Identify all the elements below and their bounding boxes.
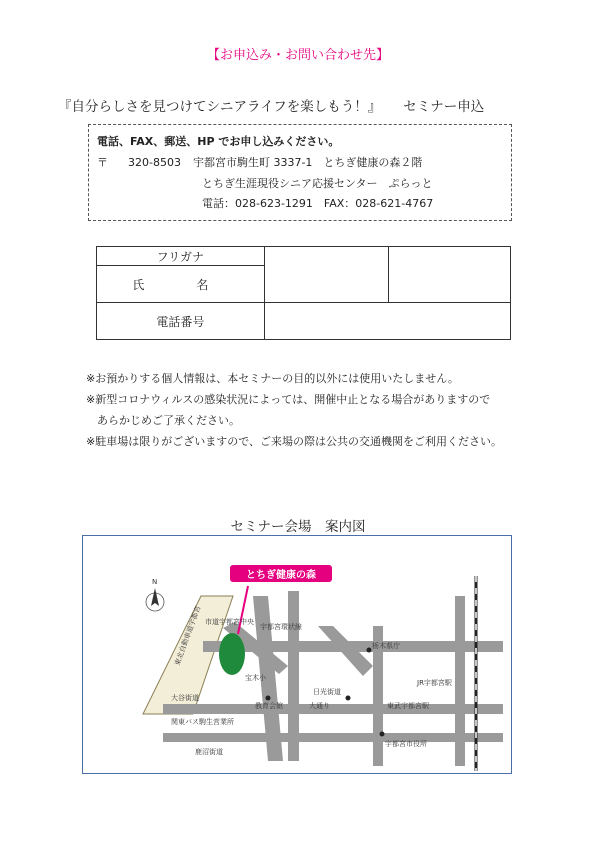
- postal-mark: 〒: [97, 156, 108, 169]
- name-label: 氏 名: [97, 266, 265, 303]
- name-field[interactable]: [264, 247, 389, 303]
- organization-name: とちぎ生涯現役シニア応援センター ぷらっと: [202, 177, 433, 190]
- north-label: N: [152, 578, 158, 586]
- phone-field[interactable]: [264, 303, 510, 340]
- address-line: [97, 154, 422, 170]
- label-kanto-bus: 関東バス駒生営業所: [171, 718, 234, 726]
- label-city-hall: 宇都宮市役所: [385, 740, 427, 748]
- phone-fax: 電話：028-623-1291 FAX：028-621-4767: [202, 197, 434, 210]
- label-odori: 大通り: [309, 702, 330, 710]
- highway-label: 東北自動車道宇都宮: [173, 604, 203, 667]
- phone-label: 電話番号: [97, 303, 265, 340]
- application-methods: 電話、FAX、郵送、HP でお申し込みください。: [97, 135, 340, 148]
- map-drawing: [83, 536, 512, 774]
- venue-marker-icon: [219, 633, 245, 675]
- label-tobu-station: 東武宇都宮駅: [387, 702, 429, 710]
- venue-map: [82, 535, 512, 774]
- contact-header: 【お申込み・お問い合わせ先】: [206, 48, 389, 63]
- label-kanuma-kaido: 鹿沼街道: [195, 748, 223, 756]
- label-tochigi-pref: 栃木県庁: [372, 642, 400, 650]
- zip-code: 320-8503: [128, 156, 181, 169]
- furigana-label: フリガナ: [97, 247, 265, 266]
- seminar-title: 『自分らしさを見つけてシニアライフを楽しもう！』: [58, 99, 382, 115]
- address: 宇都宮市駒生町 3337-1 とちぎ健康の森２階: [192, 156, 423, 169]
- note-item: ※お預かりする個人情報は、本セミナーの目的以外には使用いたしません。: [86, 372, 459, 385]
- seminar-application-label: セミナー申込: [403, 99, 485, 115]
- venue-label: とちぎ健康の森: [246, 570, 316, 581]
- note-item: ※駐車場は限りがございますので、ご来場の際は公共の交通機関をご利用ください。: [86, 435, 502, 448]
- label-hotaki-school: 宝木小: [245, 674, 266, 682]
- map-title: セミナー会場 案内図: [230, 519, 366, 535]
- note-item: あらかじめご了承ください。: [86, 414, 240, 427]
- label-jr-station: JR宇都宮駅: [417, 679, 452, 687]
- label-education-hall: 教育会館: [255, 702, 283, 710]
- label-ring-road: 宇都宮環状線: [260, 623, 302, 631]
- label-nikko-kaido: 日光街道: [313, 688, 341, 696]
- note-item: ※新型コロナウィルスの感染状況によっては、開催中止となる場合がありますので: [86, 393, 491, 406]
- label-city-road: 市道宇都宮中央: [205, 618, 254, 626]
- label-oya-kaido: 大谷街道: [171, 694, 199, 702]
- name-field-extra[interactable]: [389, 247, 511, 303]
- contact-info-box: [88, 124, 512, 221]
- application-form: [96, 246, 511, 340]
- page-title: [58, 95, 484, 115]
- notes: [86, 368, 502, 452]
- north-arrow-icon: [146, 578, 164, 611]
